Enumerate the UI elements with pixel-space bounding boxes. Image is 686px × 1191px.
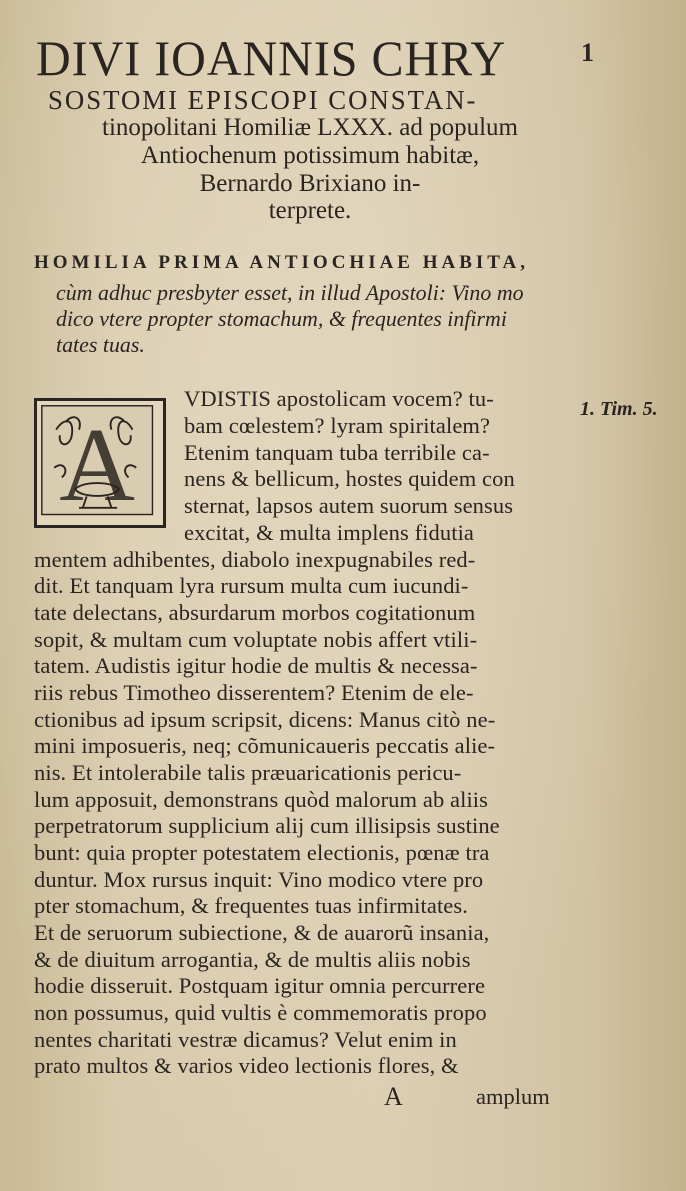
catchword: amplum	[476, 1084, 550, 1109]
body-line: nentes charitati vestræ dicamus? Velut enim in	[34, 1027, 457, 1052]
body-line: & de diuitum arrogantia, & de multis aliis nobis	[34, 947, 471, 972]
body-line: duntur. Mox rursus inquit: Vino modico vtere pro	[34, 867, 484, 892]
body-line: perpetratorum supplicium alij cum illisipsis sustine	[34, 813, 500, 838]
body-line: mini imposueris, neq; cõmunicaueris peccatis alie-	[34, 733, 496, 758]
rubric-italic-line-3: tates tuas.	[56, 332, 145, 357]
body-line: sopit, & multam cum voluptate nobis affert vtili-	[34, 627, 478, 652]
homily-rubric: HOMILIA PRIMA ANTIOCHIAE HABITA,	[34, 252, 530, 273]
title-line-3: tinopolitani Homiliæ LXXX. ad populum	[102, 114, 518, 141]
body-line: mentem adhibentes, diabolo inexpugnabiles red-	[34, 547, 476, 572]
body-line: tatem. Audistis igitur hodie de multis & necessa-	[34, 653, 478, 678]
title-line-1: DIVI IOANNIS CHRY	[36, 30, 507, 86]
body-line: Et de seruorum subiectione, & de auarorũ insania,	[34, 920, 490, 945]
body-line: VDISTIS apostolicam vocem? tu-	[184, 386, 494, 411]
body-line: dit. Et tanquam lyra rursum multa cum iucundi-	[34, 573, 469, 598]
body-line: excitat, & multa implens fidutia	[184, 520, 475, 545]
title-line-5: Bernardo Brixiano in-	[199, 170, 421, 197]
body-line: bam cœlestem? lyram spiritalem?	[184, 413, 491, 438]
signature-mark: A	[384, 1082, 403, 1111]
body-line: riis rebus Timotheo disserentem? Etenim de ele-	[34, 680, 474, 705]
title-line-6: terprete.	[268, 197, 352, 224]
body-line: sternat, lapsos autem suorum sensus	[184, 493, 514, 518]
title-line-4: Antiochenum potissimum habitæ,	[140, 142, 480, 169]
body-line: non possumus, quid vultis è commemoratis propo	[34, 1000, 487, 1025]
decorated-initial	[34, 398, 166, 528]
body-line: lum apposuit, demonstrans quòd malorum ab aliis	[34, 787, 489, 812]
folio-number: 1	[581, 38, 594, 67]
body-line: ctionibus ad ipsum scripsit, dicens: Manus citò ne-	[34, 707, 496, 732]
body-line: bunt: quia propter potestatem electionis, pœnæ tra	[34, 840, 490, 865]
body-line: nens & bellicum, hostes quidem con	[184, 466, 515, 491]
body-line: tate delectans, absurdarum morbos cogitationum	[34, 600, 476, 625]
title-line-2: SOSTOMI EPISCOPI CONSTAN-	[48, 85, 478, 115]
initial-letter-glyph: A	[59, 407, 136, 524]
body-line: prato multos & varios video lectionis flores, &	[34, 1053, 459, 1078]
decorated-initial-letter-graphic	[37, 401, 163, 525]
body-line: pter stomachum, & frequentes tuas infirmitates.	[34, 893, 468, 918]
body-line: nis. Et intolerabile talis præuaricationis pericu-	[34, 760, 462, 785]
body-line: hodie disseruit. Postquam igitur omnia percurrere	[34, 973, 486, 998]
rubric-italic-line-2: dico vtere propter stomachum, & frequentes infirmi	[56, 306, 507, 331]
margin-note: 1. Tim. 5.	[580, 398, 658, 420]
body-line: Etenim tanquam tuba terribile ca-	[184, 440, 490, 465]
rubric-italic-line-1: cùm adhuc presbyter esset, in illud Apostoli: Vino mo	[56, 280, 524, 305]
